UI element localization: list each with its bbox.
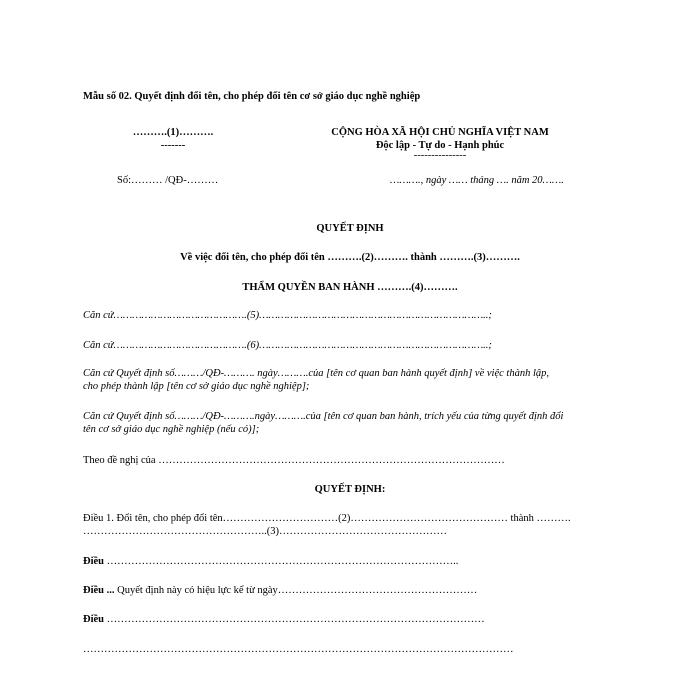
article-1-continued: ……………………………………………..(3)…………………………………………	[83, 526, 447, 537]
proposal-line: Theo đề nghị của ………………………………………………………………………………………	[83, 455, 505, 466]
article-label: Điều ...	[83, 585, 115, 596]
document-number: Số:……… /QĐ-………	[117, 175, 219, 186]
motto-rule: ---------------	[413, 150, 467, 161]
article-label: Điều	[83, 556, 104, 567]
motto: Độc lập - Tự do - Hạnh phúc	[375, 140, 505, 151]
basis-line: Căn cứ…………………………………….(5)………………………………………………………………..;	[83, 310, 492, 321]
article-4	[83, 613, 485, 626]
basis-line: Căn cứ…………………………………….(6)………………………………………………………………..;	[83, 340, 492, 351]
final-dotted-line: ……………………………………………………………………………………………………………	[83, 644, 514, 655]
article-1: Điều 1. Đổi tên, cho phép đổi tên……………………………(2)……………………………………… thành ……….	[83, 513, 571, 524]
basis-line-continued: cho phép thành lập [tên cơ sở giáo dục nghề nghiệp];	[83, 381, 310, 392]
article-3	[83, 584, 477, 597]
article-label: Điều	[83, 614, 104, 625]
issuing-authority: THẨM QUYỀN BAN HÀNH ……….(4)……….	[242, 282, 458, 293]
basis-line-continued: tên cơ sở giáo dục nghề nghiệp (nếu có)];	[83, 424, 260, 435]
article-text: ………………………………………………………………………………………………	[104, 614, 485, 625]
article-text: Quyết định này có hiệu lực kể từ ngày…………………………………………………	[114, 585, 478, 596]
agency-rule: -------	[160, 140, 186, 151]
form-title: Mẫu số 02. Quyết định đổi tên, cho phép đổi tên cơ sở giáo dục nghề nghiệp	[83, 91, 421, 102]
basis-line: Căn cứ Quyết định số………/QĐ-……….ngày……….của [tên cơ quan ban hành, trích yếu của từng quyết định đổi	[83, 411, 564, 422]
agency-name: ……….(1)……….	[132, 127, 214, 138]
decides-heading: QUYẾT ĐỊNH:	[314, 484, 386, 495]
country-name: CỘNG HÒA XÃ HỘI CHỦ NGHĨA VIỆT NAM	[331, 127, 549, 138]
article-text: ………………………………………………………………………………………..	[104, 556, 459, 567]
decision-title: QUYẾT ĐỊNH	[316, 223, 384, 234]
document-date: ………., ngày …… tháng …. năm 20…….	[390, 175, 564, 186]
basis-line: Căn cứ Quyết định số………/QĐ-………. ngày……….của [tên cơ quan ban hành quyết định] về việc thành lập,	[83, 368, 549, 379]
decision-subject: Về việc đổi tên, cho phép đổi tên ……….(2)………. thành ……….(3)……….	[180, 252, 520, 263]
article-2	[83, 555, 458, 568]
